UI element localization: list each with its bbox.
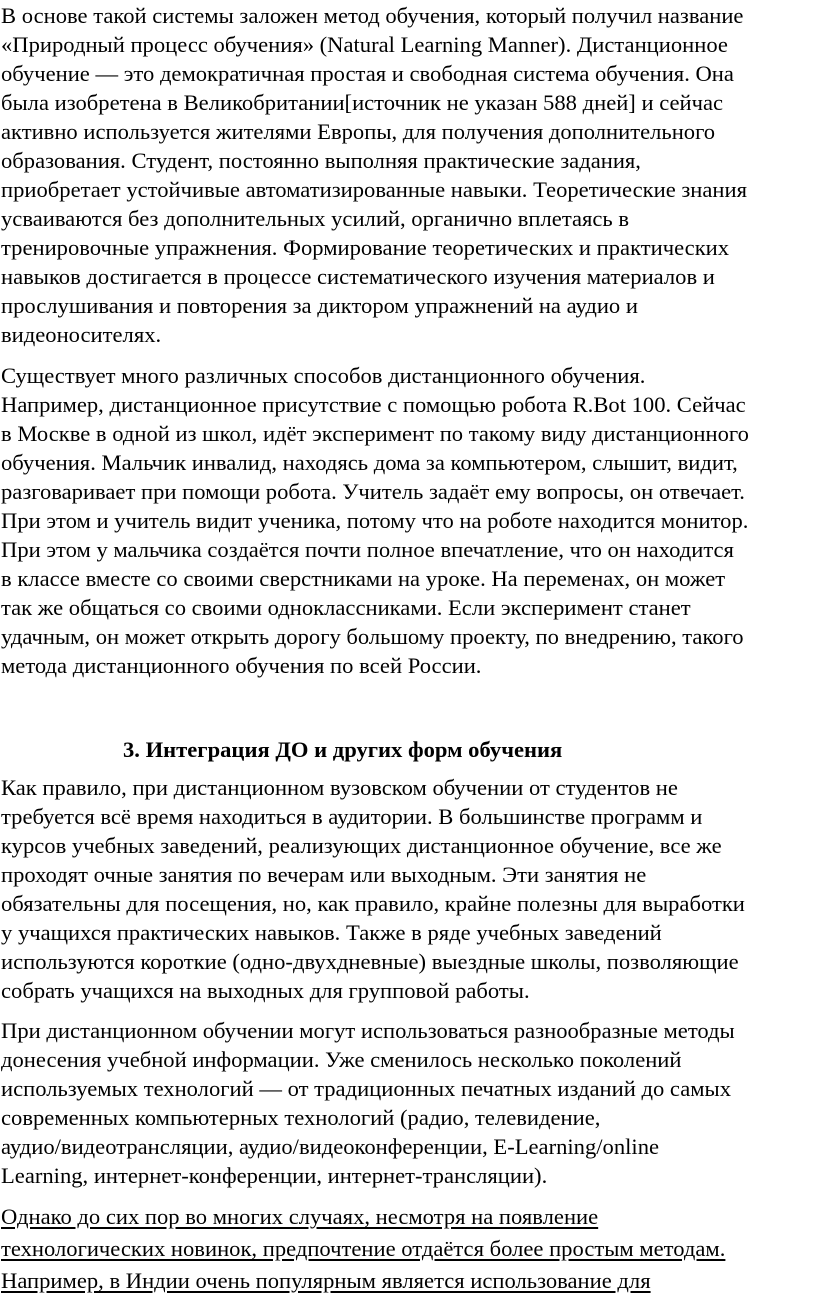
text-line: в классе вместе со своими сверстниками на уроке. На переменах, он может	[1, 566, 726, 591]
text-line: метода дистанционного обучения по всей России.	[1, 653, 482, 678]
text-line: образования. Студент, постоянно выполняя практические задания,	[1, 148, 641, 173]
text-line: При этом и учитель видит ученика, потому что на роботе находится монитор.	[1, 508, 749, 533]
text-line: используемых технологий — от традиционных печатных изданий до самых	[1, 1076, 732, 1101]
text-line: была изобретена в Великобритании[источник не указан 588 дней] и сейчас	[1, 90, 724, 115]
text-line: донесения учебной информации. Уже сменилось несколько поколений	[1, 1047, 682, 1072]
underlined-text-line: Например, в Индии очень популярным является использование для	[1, 1268, 651, 1293]
text-line: «Природный процесс обучения» (Natural Learning Manner). Дистанционное	[1, 32, 728, 57]
text-line: Например, дистанционное присутствие с помощью робота R.Bot 100. Сейчас	[1, 392, 746, 417]
paragraph-delivery-methods	[1, 1016, 812, 1190]
text-line: аудио/видеотрансляции, аудио/видеоконференции, E-Learning/online	[1, 1134, 660, 1159]
text-line: активно используется жителями Европы, для получения дополнительного	[1, 119, 716, 144]
section-heading: 3. Интеграция ДО и других форм обучения	[123, 737, 563, 762]
text-line: При дистанционном обучении могут использоваться разнообразные методы	[1, 1018, 735, 1043]
text-line: удачным, он может открыть дорогу большому проекту, по внедрению, такого	[1, 624, 744, 649]
text-line: тренировочные упражнения. Формирование теоретических и практических	[1, 235, 730, 260]
text-line: усваиваются без дополнительных усилий, органично вплетаясь в	[1, 206, 630, 231]
text-line: собрать учащихся на выходных для групповой работы.	[1, 978, 530, 1003]
text-line: так же общаться со своими одноклассниками. Если эксперимент станет	[1, 595, 691, 620]
text-line: При этом у мальчика создаётся почти полное впечатление, что он находится	[1, 537, 734, 562]
text-line: курсов учебных заведений, реализующих дистанционное обучение, все же	[1, 833, 722, 858]
text-line: обучения. Мальчик инвалид, находясь дома за компьютером, слышит, видит,	[1, 450, 738, 475]
text-line: разговаривает при помощи робота. Учитель задаёт ему вопросы, он отвечает.	[1, 479, 745, 504]
paragraph-university-learning	[1, 773, 812, 1005]
text-line: В основе такой системы заложен метод обучения, который получил название	[1, 3, 744, 28]
text-line: Как правило, при дистанционном вузовском обучении от студентов не	[1, 775, 678, 800]
paragraph-natural-learning	[1, 1, 812, 349]
text-line: прослушивания и повторения за диктором упражнений на аудио и	[1, 293, 638, 318]
text-line: приобретает устойчивые автоматизированные навыки. Теоретические знания	[1, 177, 748, 202]
paragraph-robot-presence	[1, 361, 812, 680]
text-line: обязательны для посещения, но, как правило, крайне полезны для выработки	[1, 891, 745, 916]
paragraph-underlined-simple-methods	[1, 1201, 812, 1297]
underlined-text-line: технологических новинок, предпочтение отдаётся более простым методам.	[1, 1236, 726, 1261]
underlined-text-line: Однако до сих пор во многих случаях, несмотря на появление	[1, 1204, 599, 1229]
text-line: в Москве в одной из школ, идёт эксперимент по такому виду дистанционного	[1, 421, 749, 446]
text-line: Существует много различных способов дистанционного обучения.	[1, 363, 646, 388]
text-line: видеоносителях.	[1, 322, 162, 347]
text-line: обучение — это демократичная простая и свободная система обучения. Она	[1, 61, 734, 86]
text-line: проходят очные занятия по вечерам или выходным. Эти занятия не	[1, 862, 647, 887]
text-line: требуется всё время находиться в аудитории. В большинстве программ и	[1, 804, 703, 829]
text-line: навыков достигается в процессе систематического изучения материалов и	[1, 264, 715, 289]
text-line: используются короткие (одно-двухдневные) выездные школы, позволяющие	[1, 949, 739, 974]
text-line: современных компьютерных технологий (радио, телевидение,	[1, 1105, 601, 1130]
text-line: Learning, интернет-конференции, интернет-трансляции).	[1, 1163, 548, 1188]
text-line: у учащихся практических навыков. Также в ряде учебных заведений	[1, 920, 662, 945]
